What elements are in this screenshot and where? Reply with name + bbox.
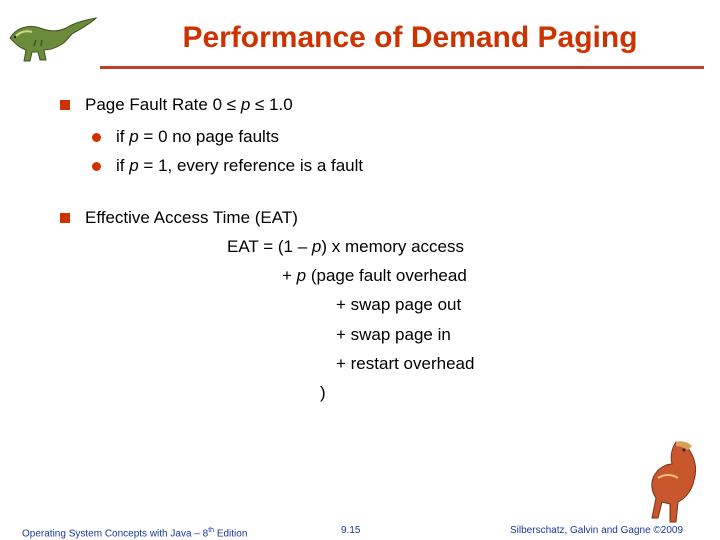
formula-line-swap-in: + swap page in — [336, 325, 451, 344]
footer-page-number: 9.15 — [341, 525, 361, 536]
title-divider — [100, 66, 704, 69]
dinosaur-logo-icon — [636, 438, 708, 528]
slide-title: Performance of Demand Paging — [182, 21, 638, 54]
bullet-page-fault-rate: Page Fault Rate 0 ≤ p ≤ 1.0 — [85, 95, 293, 114]
sub-bullet-p-one: if p = 1, every reference is a fault — [116, 156, 364, 175]
bullet-dot-icon — [92, 162, 101, 171]
bullet-eat: Effective Access Time (EAT) — [85, 208, 298, 227]
bullet-square-icon — [60, 100, 70, 110]
formula-line-overhead: + p (page fault overhead — [282, 266, 467, 285]
formula-line-restart: + restart overhead — [336, 354, 475, 373]
footer-book-title: Operating System Concepts with Java – 8th Edition — [22, 527, 248, 540]
formula-line-swap-out: + swap page out — [336, 295, 462, 314]
dinosaur-logo-icon — [6, 14, 100, 64]
sub-bullet-p-zero: if p = 0 no page faults — [116, 127, 280, 146]
bullet-dot-icon — [92, 133, 101, 142]
formula-line-eat: EAT = (1 – p) x memory access — [227, 237, 464, 256]
formula-line-close: ) — [320, 383, 326, 402]
bullet-square-icon — [60, 213, 70, 223]
footer-copyright: Silberschatz, Galvin and Gagne ©2009 — [510, 525, 684, 536]
